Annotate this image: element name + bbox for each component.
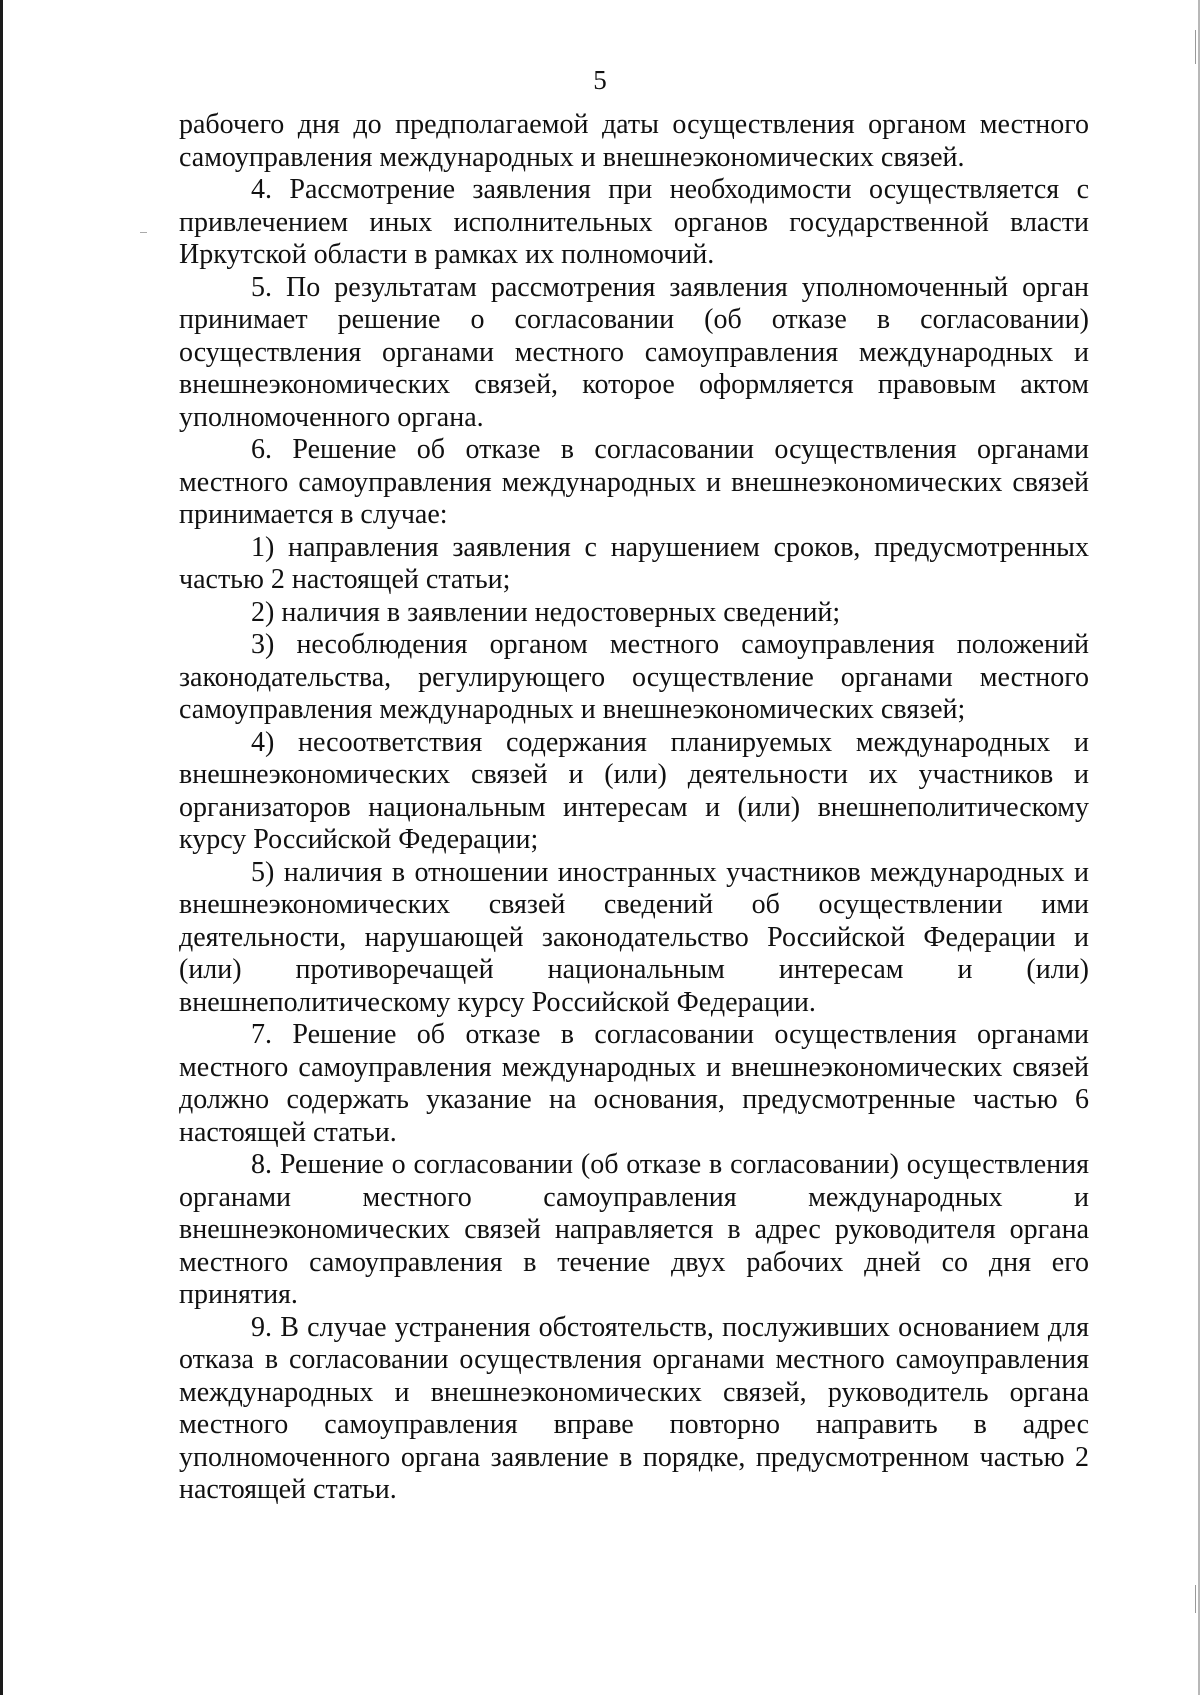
- text-line: органами местного самоуправления международных и: [179, 1181, 1089, 1213]
- text-line: внешнеэкономических связей, которое оформляется правовым актом: [179, 369, 1089, 400]
- text-line: внешнеэкономических связей направляется в адрес руководителя органа: [179, 1214, 1089, 1245]
- text-line: Иркутской области в рамках их полномочий.: [179, 239, 715, 270]
- document-body: [179, 109, 1089, 1507]
- text-line: принятия.: [179, 1279, 298, 1310]
- text-line: внешнеэкономических связей сведений об осуществлении ими: [179, 889, 1089, 920]
- text-line: уполномоченного органа.: [179, 401, 484, 433]
- text-line: местного самоуправления вправе повторно направить в адрес: [179, 1409, 1089, 1440]
- scan-border-left: [0, 0, 3, 1695]
- text-line: 1) направления заявления с нарушением сроков, предусмотренных: [251, 531, 1089, 563]
- text-line: 9. В случае устранения обстоятельств, послуживших основанием для: [251, 1311, 1089, 1343]
- text-line: международных и внешнеэкономических связей, руководитель органа: [179, 1376, 1089, 1408]
- text-line: 2) наличия в заявлении недостоверных сведений;: [251, 596, 841, 628]
- text-line: привлечением иных исполнительных органов государственной власти: [179, 206, 1089, 238]
- text-line: 7. Решение об отказе в согласовании осуществления органами: [251, 1019, 1089, 1050]
- page-number: 5: [593, 65, 607, 95]
- text-line: организаторов национальным интересам и (или) внешнеполитическому: [179, 791, 1089, 823]
- text-line: местного самоуправления международных и внешнеэкономических связей: [179, 466, 1089, 498]
- text-line: внешнеэкономических связей и (или) деятельности их участников и: [179, 759, 1089, 790]
- text-line: 4. Рассмотрение заявления при необходимости осуществляется с: [251, 174, 1089, 205]
- text-line: (или) противоречащей национальным интересам и (или): [179, 954, 1089, 985]
- text-line: самоуправления международных и внешнеэкономических связей;: [179, 694, 966, 725]
- text-line: законодательства, регулирующего осуществление органами местного: [179, 661, 1089, 693]
- text-line: самоуправления международных и внешнеэкономических связей.: [179, 141, 965, 173]
- text-line: принимается в случае:: [179, 499, 448, 530]
- text-line: осуществления органами местного самоуправления международных и: [179, 336, 1089, 368]
- text-line: частью 2 настоящей статьи;: [179, 564, 511, 595]
- text-line: рабочего дня до предполагаемой даты осуществления органом местного: [179, 109, 1089, 140]
- text-line: курсу Российской Федерации;: [179, 824, 539, 855]
- text-line: местного самоуправления международных и внешнеэкономических связей: [179, 1051, 1089, 1083]
- text-line: 6. Решение об отказе в согласовании осуществления органами: [251, 434, 1089, 465]
- text-line: уполномоченного органа заявление в порядке, предусмотренном частью 2: [179, 1441, 1089, 1473]
- scan-artifact: [140, 232, 147, 233]
- text-line: настоящей статьи.: [179, 1474, 397, 1505]
- text-line: местного самоуправления в течение двух рабочих дней со дня его: [179, 1246, 1089, 1278]
- text-line: деятельности, нарушающей законодательство Российской Федерации и: [179, 921, 1089, 953]
- text-line: настоящей статьи.: [179, 1116, 397, 1148]
- text-line: 5. По результатам рассмотрения заявления уполномоченный орган: [251, 271, 1089, 303]
- text-line: 4) несоответствия содержания планируемых международных и: [251, 726, 1089, 758]
- scan-artifact: [1195, 1585, 1196, 1613]
- text-line: 3) несоблюдения органом местного самоуправления положений: [251, 629, 1089, 660]
- scan-artifact: [1195, 30, 1196, 64]
- text-line: 5) наличия в отношении иностранных участников международных и: [251, 856, 1089, 888]
- text-line: принимает решение о согласовании (об отказе в согласовании): [179, 304, 1089, 335]
- text-line: внешнеполитическому курсу Российской Федерации.: [179, 986, 816, 1018]
- text-line: отказа в согласовании осуществления органами местного самоуправления: [179, 1344, 1089, 1375]
- text-line: 8. Решение о согласовании (об отказе в согласовании) осуществления: [251, 1149, 1089, 1180]
- text-line: должно содержать указание на основания, предусмотренные частью 6: [179, 1084, 1089, 1115]
